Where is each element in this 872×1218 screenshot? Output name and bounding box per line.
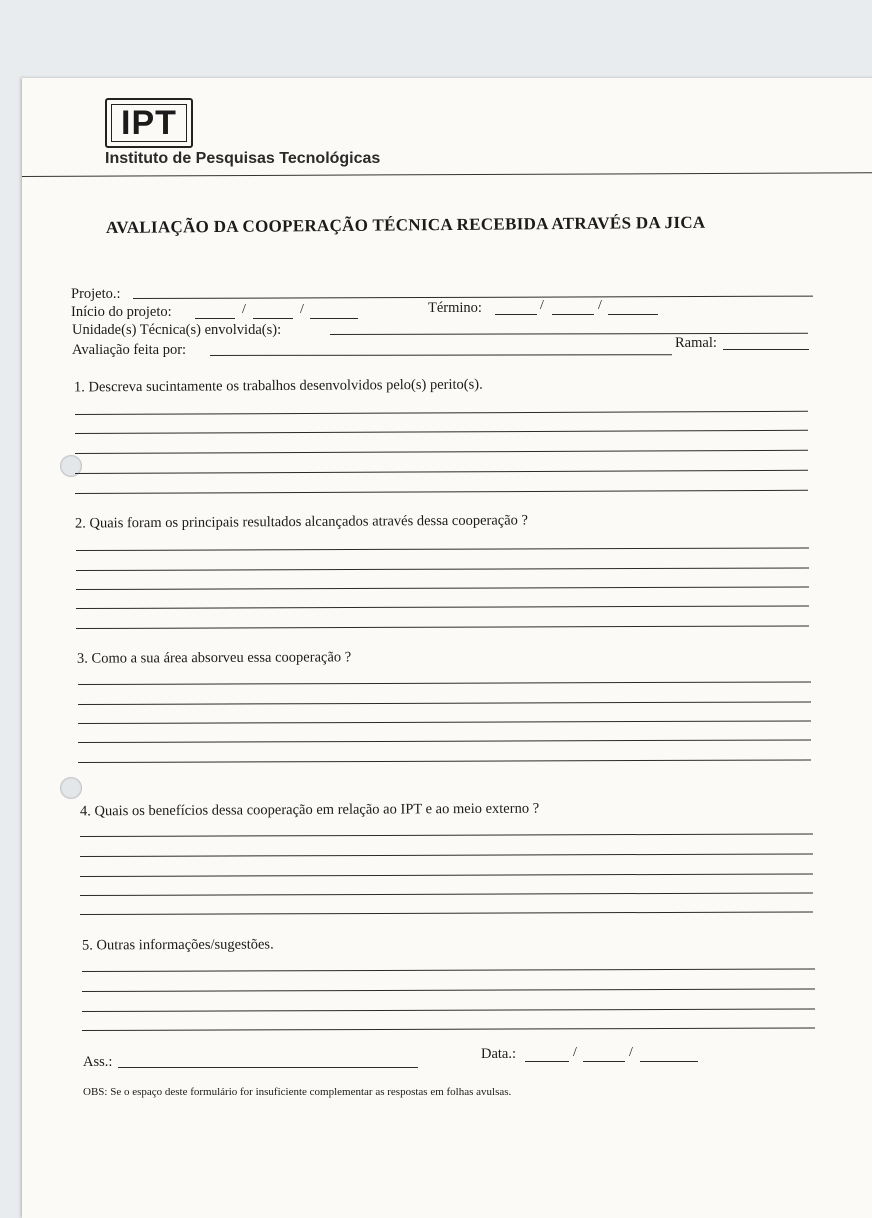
signature-field[interactable] (118, 1067, 418, 1068)
unidade-label: Unidade(s) Técnica(s) envolvida(s): (72, 322, 282, 338)
projeto-label: Projeto.: (71, 286, 121, 302)
data-label: Data.: (481, 1046, 517, 1062)
question-5: 5. Outras informações/sugestões. (81, 936, 274, 954)
logo-text: IPT (111, 104, 187, 142)
termino-day-field[interactable] (495, 314, 537, 315)
termino-label: Término: (428, 300, 482, 316)
ass-label: Ass.: (83, 1054, 113, 1070)
inicio-day-field[interactable] (195, 318, 235, 319)
inicio-month-field[interactable] (253, 318, 293, 319)
data-day-field[interactable] (525, 1061, 569, 1062)
date-slash: / (573, 1045, 577, 1060)
date-slash: / (300, 302, 304, 317)
form-title: AVALIAÇÃO DA COOPERAÇÃO TÉCNICA RECEBIDA ATRAVÉS DA JICA (105, 212, 706, 237)
obs-note: OBS: Se o espaço deste formulário for insuficiente complementar as respostas em folhas avulsas. (83, 1086, 512, 1098)
date-slash: / (242, 302, 246, 317)
question-3: 3. Como a sua área absorveu essa cooperação ? (76, 649, 352, 667)
question-1: 1. Descreva sucintamente os trabalhos desenvolvidos pelo(s) perito(s). (73, 376, 483, 396)
question-2: 2. Quais foram os principais resultados alcançados através dessa cooperação ? (74, 512, 528, 532)
date-slash: / (629, 1045, 633, 1060)
punch-hole (60, 777, 82, 799)
termino-year-field[interactable] (608, 314, 658, 315)
ipt-logo (105, 98, 193, 148)
inicio-label: Início do projeto: (71, 304, 172, 320)
data-year-field[interactable] (640, 1061, 698, 1062)
ramal-field[interactable] (723, 349, 809, 350)
inicio-year-field[interactable] (310, 318, 358, 319)
question-4: 4. Quais os benefícios dessa cooperação em relação ao IPT e ao meio externo ? (79, 800, 540, 820)
data-month-field[interactable] (583, 1061, 625, 1062)
institute-name: Instituto de Pesquisas Tecnológicas (105, 150, 381, 167)
avaliacao-label: Avaliação feita por: (72, 342, 187, 358)
ramal-label: Ramal: (675, 335, 717, 351)
date-slash: / (598, 298, 602, 313)
termino-month-field[interactable] (552, 314, 594, 315)
date-slash: / (540, 298, 544, 313)
form-sheet (22, 78, 872, 1218)
